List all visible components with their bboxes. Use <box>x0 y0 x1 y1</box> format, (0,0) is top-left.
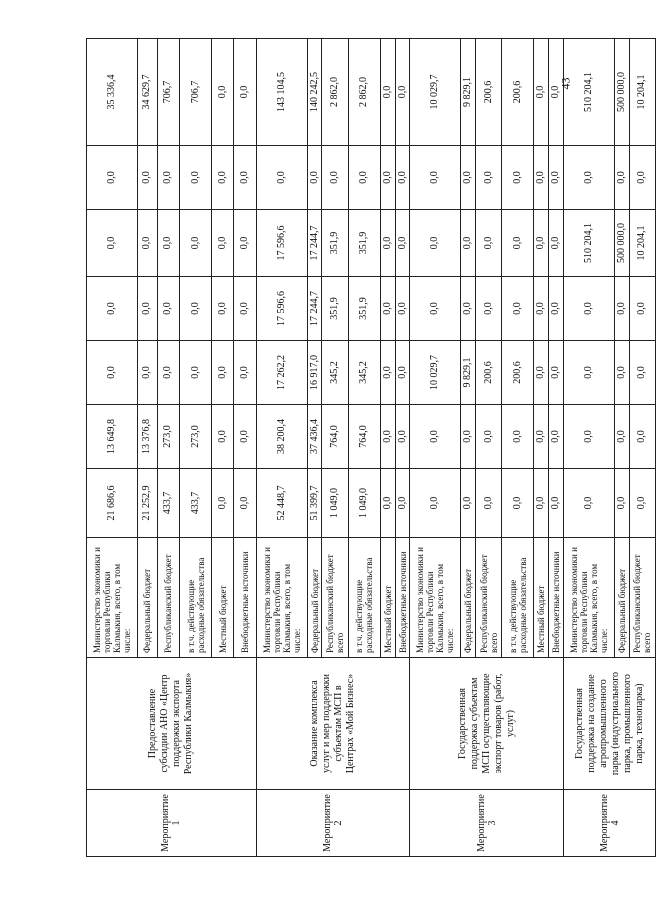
value-cell: 0,0 <box>534 405 549 469</box>
value-cell: 0,0 <box>614 277 629 341</box>
total-cell: 200,6 <box>502 39 534 146</box>
total-cell: 0,0 <box>212 39 234 146</box>
value-cell: 0,0 <box>564 146 615 210</box>
value-cell: 0,0 <box>234 469 256 538</box>
funding-source: Местный бюджет <box>534 538 549 658</box>
total-cell: 34 629,7 <box>137 39 157 146</box>
value-cell: 764,0 <box>322 405 348 469</box>
value-cell: 0,0 <box>476 405 502 469</box>
funding-source: Министерство экономики и торговли Республики Калмыкия, всего, в том числе: <box>256 538 307 658</box>
value-cell: 0,0 <box>137 210 157 277</box>
funding-source: Внебюджетные источники <box>549 538 564 658</box>
funding-source: Внебюджетные источники <box>395 538 410 658</box>
value-cell: 0,0 <box>212 146 234 210</box>
total-cell: 0,0 <box>549 39 564 146</box>
funding-source: Местный бюджет <box>380 538 395 658</box>
value-cell: 0,0 <box>179 341 211 405</box>
value-cell: 0,0 <box>629 405 655 469</box>
activity-label: Мероприятие 4 <box>564 790 656 857</box>
total-cell: 0,0 <box>395 39 410 146</box>
total-cell: 500 000,0 <box>614 39 629 146</box>
funding-source: Федеральный бюджет <box>307 538 322 658</box>
value-cell: 0,0 <box>234 341 256 405</box>
value-cell: 17 244,7 <box>307 210 322 277</box>
value-cell: 17 262,2 <box>256 341 307 405</box>
value-cell: 0,0 <box>502 210 534 277</box>
table-row <box>410 39 461 857</box>
value-cell: 0,0 <box>87 146 138 210</box>
value-cell: 0,0 <box>137 146 157 210</box>
value-cell: 21 252,9 <box>137 469 157 538</box>
table-row <box>87 39 138 857</box>
value-cell: 1 049,0 <box>322 469 348 538</box>
value-cell: 273,0 <box>179 405 211 469</box>
value-cell: 0,0 <box>212 405 234 469</box>
value-cell: 0,0 <box>549 469 564 538</box>
funding-source: Республиканский бюджет всего <box>322 538 348 658</box>
value-cell: 0,0 <box>395 469 410 538</box>
activity-label: Мероприятие 2 <box>256 790 410 857</box>
value-cell: 21 686,6 <box>87 469 138 538</box>
value-cell: 0,0 <box>461 277 476 341</box>
value-cell: 0,0 <box>614 146 629 210</box>
value-cell: 0,0 <box>461 210 476 277</box>
value-cell: 0,0 <box>502 405 534 469</box>
value-cell: 0,0 <box>395 341 410 405</box>
value-cell: 345,2 <box>322 341 348 405</box>
funding-source: в т.ч. действующие расходные обязательства <box>179 538 211 658</box>
value-cell: 0,0 <box>395 277 410 341</box>
value-cell: 0,0 <box>410 146 461 210</box>
total-cell: 35 336,4 <box>87 39 138 146</box>
value-cell: 764,0 <box>348 405 380 469</box>
value-cell: 0,0 <box>157 210 179 277</box>
value-cell: 200,6 <box>502 341 534 405</box>
value-cell: 0,0 <box>256 146 307 210</box>
funding-source: Республиканский бюджет всего <box>476 538 502 658</box>
value-cell: 433,7 <box>157 469 179 538</box>
total-cell: 510 204,1 <box>564 39 615 146</box>
value-cell: 0,0 <box>212 210 234 277</box>
value-cell: 0,0 <box>614 469 629 538</box>
value-cell: 0,0 <box>476 210 502 277</box>
value-cell: 0,0 <box>629 146 655 210</box>
total-cell: 706,7 <box>157 39 179 146</box>
value-cell: 351,9 <box>348 277 380 341</box>
funding-source: Республиканский бюджет <box>157 538 179 658</box>
value-cell: 0,0 <box>87 277 138 341</box>
value-cell: 0,0 <box>212 277 234 341</box>
total-cell: 706,7 <box>179 39 211 146</box>
value-cell: 0,0 <box>476 146 502 210</box>
value-cell: 0,0 <box>234 405 256 469</box>
budget-table <box>86 38 656 857</box>
total-cell: 140 242,5 <box>307 39 322 146</box>
total-cell: 0,0 <box>234 39 256 146</box>
value-cell: 0,0 <box>549 341 564 405</box>
value-cell: 0,0 <box>395 210 410 277</box>
total-cell: 10 029,7 <box>410 39 461 146</box>
value-cell: 0,0 <box>395 405 410 469</box>
value-cell: 51 399,7 <box>307 469 322 538</box>
value-cell: 0,0 <box>380 277 395 341</box>
funding-source: Внебюджетные источники <box>234 538 256 658</box>
value-cell: 0,0 <box>410 210 461 277</box>
funding-source: в т.ч. действующие расходные обязательства <box>348 538 380 658</box>
funding-source: Министерство экономики и торговли Республики Калмыкия, всего, в том числе: <box>410 538 461 658</box>
value-cell: 0,0 <box>380 146 395 210</box>
total-cell: 9 829,1 <box>461 39 476 146</box>
funding-source: Федеральный бюджет <box>614 538 629 658</box>
funding-source: Министерство экономики и торговли Республики Калмыкия, всего, в том числе: <box>87 538 138 658</box>
value-cell: 0,0 <box>502 277 534 341</box>
value-cell: 0,0 <box>614 341 629 405</box>
value-cell: 0,0 <box>564 277 615 341</box>
value-cell: 0,0 <box>179 210 211 277</box>
value-cell: 0,0 <box>410 277 461 341</box>
value-cell: 1 049,0 <box>348 469 380 538</box>
value-cell: 0,0 <box>534 341 549 405</box>
value-cell: 0,0 <box>461 405 476 469</box>
value-cell: 200,6 <box>476 341 502 405</box>
funding-source: Федеральный бюджет <box>461 538 476 658</box>
table-row <box>256 39 307 857</box>
value-cell: 433,7 <box>179 469 211 538</box>
total-cell: 0,0 <box>534 39 549 146</box>
value-cell: 0,0 <box>502 146 534 210</box>
activity-title: Оказание комплекса услуг и мер поддержки субъектам МСП в Центрах «Мой Бизнес» <box>256 658 410 790</box>
value-cell: 0,0 <box>410 469 461 538</box>
value-cell: 0,0 <box>410 405 461 469</box>
value-cell: 0,0 <box>476 277 502 341</box>
value-cell: 0,0 <box>87 210 138 277</box>
value-cell: 345,2 <box>348 341 380 405</box>
value-cell: 10 029,7 <box>410 341 461 405</box>
value-cell: 13 376,8 <box>137 405 157 469</box>
value-cell: 17 596,6 <box>256 277 307 341</box>
value-cell: 0,0 <box>502 469 534 538</box>
total-cell: 10 204,1 <box>629 39 655 146</box>
value-cell: 13 649,8 <box>87 405 138 469</box>
funding-source: Республиканский бюджет всего <box>629 538 655 658</box>
value-cell: 0,0 <box>212 469 234 538</box>
value-cell: 0,0 <box>234 146 256 210</box>
value-cell: 510 204,1 <box>564 210 615 277</box>
rotated-page <box>86 40 656 857</box>
value-cell: 38 200,4 <box>256 405 307 469</box>
value-cell: 0,0 <box>157 146 179 210</box>
value-cell: 17 244,7 <box>307 277 322 341</box>
value-cell: 500 000,0 <box>614 210 629 277</box>
value-cell: 0,0 <box>534 210 549 277</box>
value-cell: 37 436,4 <box>307 405 322 469</box>
value-cell: 0,0 <box>380 469 395 538</box>
value-cell: 0,0 <box>348 146 380 210</box>
value-cell: 0,0 <box>476 469 502 538</box>
activity-title: Государственная поддержка на создание агропромышленного парка (индустриального парка, промышленного парка, технопарка) <box>564 658 656 790</box>
activity-label: Мероприятие 3 <box>410 790 564 857</box>
value-cell: 273,0 <box>157 405 179 469</box>
total-cell: 200,6 <box>476 39 502 146</box>
value-cell: 0,0 <box>549 210 564 277</box>
page-number: 43 <box>558 77 573 90</box>
value-cell: 0,0 <box>549 405 564 469</box>
value-cell: 0,0 <box>179 277 211 341</box>
funding-source: в т.ч. действующие расходные обязательства <box>502 538 534 658</box>
activity-title: Предоставление субсидии АНО «Центр поддержки экспорта Республики Калмыкия» <box>87 658 257 790</box>
activity-title: Государственная поддержка субъектам МСП осуществляющие экспорт товаров (работ, услуг) <box>410 658 564 790</box>
total-cell: 2 862,0 <box>348 39 380 146</box>
value-cell: 0,0 <box>212 341 234 405</box>
value-cell: 0,0 <box>549 146 564 210</box>
value-cell: 0,0 <box>629 277 655 341</box>
funding-source: Министерство экономики и торговли Республики Калмыкия, всего, в том числе: <box>564 538 615 658</box>
value-cell: 0,0 <box>322 146 348 210</box>
table-row <box>564 39 615 857</box>
value-cell: 0,0 <box>549 277 564 341</box>
value-cell: 0,0 <box>534 146 549 210</box>
value-cell: 0,0 <box>234 277 256 341</box>
value-cell: 0,0 <box>380 341 395 405</box>
total-cell: 0,0 <box>380 39 395 146</box>
value-cell: 0,0 <box>534 277 549 341</box>
total-cell: 143 104,5 <box>256 39 307 146</box>
value-cell: 0,0 <box>380 405 395 469</box>
value-cell: 0,0 <box>157 277 179 341</box>
value-cell: 0,0 <box>380 210 395 277</box>
value-cell: 17 596,6 <box>256 210 307 277</box>
funding-source: Федеральный бюджет <box>137 538 157 658</box>
value-cell: 9 829,1 <box>461 341 476 405</box>
value-cell: 0,0 <box>234 210 256 277</box>
value-cell: 0,0 <box>629 341 655 405</box>
value-cell: 0,0 <box>629 469 655 538</box>
value-cell: 0,0 <box>87 341 138 405</box>
value-cell: 10 204,1 <box>629 210 655 277</box>
value-cell: 0,0 <box>179 146 211 210</box>
value-cell: 0,0 <box>461 469 476 538</box>
value-cell: 351,9 <box>322 277 348 341</box>
value-cell: 52 448,7 <box>256 469 307 538</box>
value-cell: 0,0 <box>614 405 629 469</box>
value-cell: 0,0 <box>564 469 615 538</box>
value-cell: 0,0 <box>534 469 549 538</box>
value-cell: 16 917,0 <box>307 341 322 405</box>
value-cell: 0,0 <box>461 146 476 210</box>
funding-source: Местный бюджет <box>212 538 234 658</box>
value-cell: 351,9 <box>348 210 380 277</box>
value-cell: 0,0 <box>564 405 615 469</box>
value-cell: 351,9 <box>322 210 348 277</box>
value-cell: 0,0 <box>564 341 615 405</box>
activity-label: Мероприятие 1 <box>87 790 257 857</box>
value-cell: 0,0 <box>137 341 157 405</box>
value-cell: 0,0 <box>137 277 157 341</box>
value-cell: 0,0 <box>307 146 322 210</box>
total-cell: 2 862,0 <box>322 39 348 146</box>
value-cell: 0,0 <box>395 146 410 210</box>
value-cell: 0,0 <box>157 341 179 405</box>
